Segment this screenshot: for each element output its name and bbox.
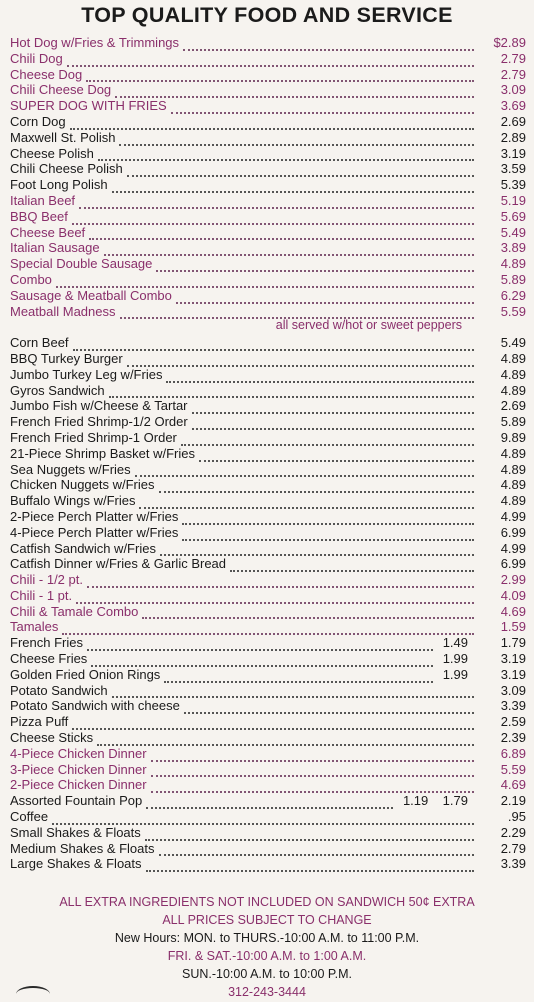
menu-item-name: Large Shakes & Floats [10, 856, 142, 872]
menu-item-name: Chili - 1 pt. [10, 587, 73, 603]
dot-leader [192, 401, 475, 414]
menu-item [10, 130, 526, 146]
dot-leader [192, 417, 474, 430]
menu-item-price: .95 [507, 809, 526, 825]
menu-item [10, 82, 526, 98]
menu-item-name: Chili Cheese Polish [10, 161, 123, 177]
menu-item [10, 762, 526, 778]
menu-footer [0, 893, 534, 1001]
menu-item-price: 4.69 [500, 777, 526, 793]
menu-item [10, 430, 526, 446]
menu-item [10, 462, 526, 478]
menu-item-price: 6.99 [500, 524, 526, 540]
menu-item-name: 3-Piece Chicken Dinner [10, 761, 147, 777]
dot-leader [112, 685, 474, 698]
dot-leader [76, 591, 474, 604]
menu-item-price: 1.59 [500, 619, 526, 635]
menu-item-name: Cheese Polish [10, 145, 94, 161]
menu-item-name: Golden Fried Onion Rings [10, 666, 161, 682]
menu-item-name: SUPER DOG WITH FRIES [10, 98, 167, 114]
menu-item-name: Italian Sausage [10, 240, 100, 256]
menu-item-name: Maxwell St. Polish [10, 129, 116, 145]
menu-item-name: Catfish Sandwich w/Fries [10, 540, 156, 556]
menu-item-name: Cheese Fries [10, 651, 88, 667]
dot-leader [86, 69, 474, 82]
menu-item-name: Gyros Sandwich [10, 382, 105, 398]
menu-item [10, 288, 526, 304]
menu-item [10, 256, 526, 272]
dot-leader [72, 717, 474, 730]
dot-leader [145, 828, 474, 841]
menu-item [10, 793, 526, 809]
menu-item-price: $2.89 [493, 35, 526, 50]
menu-item-name: Cheese Sticks [10, 730, 94, 746]
menu-item-name: Italian Beef [10, 192, 76, 208]
menu-item-name: French Fried Shrimp-1/2 Order [10, 414, 188, 430]
menu-item-name: Potato Sandwich [10, 682, 108, 698]
menu-item [10, 383, 526, 399]
menu-item [10, 604, 526, 620]
menu-item-price: 5.19 [500, 192, 526, 208]
menu-item-name: Pizza Puff [10, 714, 69, 730]
menu-item [10, 335, 526, 351]
menu-item-name: Sea Nuggets w/Fries [10, 461, 131, 477]
menu-item [10, 240, 526, 256]
menu-item-price: 4.09 [500, 587, 526, 603]
dot-leader [230, 559, 474, 572]
menu-item [10, 509, 526, 525]
menu-item [10, 272, 526, 288]
menu-item-name: Foot Long Polish [10, 177, 108, 193]
menu-item [10, 841, 526, 857]
menu-item-price: 2.79 [500, 840, 526, 856]
menu-item [10, 714, 526, 730]
dot-leader [98, 148, 474, 161]
menu-item-price: 4.89 [500, 461, 526, 477]
menu-list [10, 35, 526, 872]
menu-item [10, 35, 526, 51]
menu-item-price: 4.89 [500, 477, 526, 493]
menu-item-name: Chili & Tamale Combo [10, 603, 139, 619]
menu-item [10, 635, 526, 651]
menu-item [10, 161, 526, 177]
dot-leader [151, 764, 474, 777]
menu-item [10, 114, 526, 130]
menu-item [10, 177, 526, 193]
menu-item [10, 351, 526, 367]
menu-item [10, 651, 526, 667]
menu-item [10, 541, 526, 557]
price-change-note: ALL PRICES SUBJECT TO CHANGE [162, 913, 372, 927]
dot-leader [181, 433, 474, 446]
menu-item-price: 5.39 [500, 177, 526, 193]
menu-item-price: 5.49 [500, 224, 526, 240]
menu-item-name: French Fried Shrimp-1 Order [10, 429, 177, 445]
menu-item [10, 367, 526, 383]
menu-item [10, 146, 526, 162]
menu-item-price: 6.89 [500, 745, 526, 761]
menu-item-small-price: 1.49 [442, 635, 468, 651]
menu-item-name: 4-Piece Perch Platter w/Fries [10, 524, 179, 540]
menu-item-price: 2.59 [500, 714, 526, 730]
menu-item-name: Potato Sandwich with cheese [10, 698, 180, 714]
dot-leader [164, 670, 432, 683]
menu-item-price: 3.39 [500, 698, 526, 714]
menu-item [10, 225, 526, 241]
dot-leader [182, 528, 474, 541]
menu-item [10, 525, 526, 541]
menu-item-name: Jumbo Turkey Leg w/Fries [10, 366, 163, 382]
menu-item-name: Tamales [10, 619, 59, 635]
menu-item-price: 2.69 [500, 398, 526, 414]
menu-item-price: 4.89 [500, 366, 526, 382]
menu-item-name: Meatball Madness [10, 303, 116, 319]
menu-item-price: 6.29 [500, 287, 526, 303]
menu-title: TOP QUALITY FOOD AND SERVICE [81, 3, 453, 27]
dot-leader [112, 180, 474, 193]
menu-item [10, 446, 526, 462]
menu-item-price: 3.09 [500, 82, 526, 98]
menu-item-name: Medium Shakes & Floats [10, 840, 155, 856]
hours-weekday: New Hours: MON. to THURS.-10:00 A.M. to 11:00 P.M. [114, 931, 420, 945]
menu-item-price: 4.99 [500, 540, 526, 556]
menu-item-name: BBQ Turkey Burger [10, 350, 123, 366]
menu-item-price: 4.99 [500, 508, 526, 524]
served-note: all served w/hot or sweet peppers [275, 318, 462, 333]
dot-leader [52, 812, 474, 825]
menu-item-name: Small Shakes & Floats [10, 824, 141, 840]
hours-weekend: FRI. & SAT.-10:00 A.M. to 1:00 A.M. [167, 949, 367, 963]
menu-item-name: Assorted Fountain Pop [10, 793, 143, 809]
menu-item-name: Buffalo Wings w/Fries [10, 493, 136, 509]
menu-item-name: 2-Piece Perch Platter w/Fries [10, 508, 179, 524]
menu-item-price: 2.39 [500, 730, 526, 746]
menu-group-hotdogs-sausages [10, 35, 526, 319]
dot-leader [151, 749, 474, 762]
menu-item-price: 4.89 [500, 350, 526, 366]
menu-item [10, 619, 526, 635]
dot-leader [62, 622, 474, 635]
menu-item-price: 3.69 [500, 98, 526, 114]
menu-item [10, 477, 526, 493]
dot-leader [166, 370, 474, 383]
menu-item [10, 67, 526, 83]
menu-item [10, 746, 526, 762]
dot-leader [67, 54, 474, 67]
dot-leader [139, 496, 474, 509]
hours-sunday: SUN.-10:00 A.M. to 10:00 P.M. [182, 967, 352, 981]
dot-leader [72, 212, 474, 225]
menu-item-price: 4.89 [500, 493, 526, 509]
menu-item-price: 2.79 [500, 50, 526, 66]
menu-item-price: 3.59 [500, 161, 526, 177]
menu-item-name: Hot Dog w/Fries & Trimmings [10, 35, 180, 50]
dot-leader [56, 275, 474, 288]
dot-leader [87, 575, 474, 588]
menu-item [10, 825, 526, 841]
menu-item-price: 3.89 [500, 240, 526, 256]
dot-leader [79, 196, 474, 209]
menu-item-price: 3.09 [500, 682, 526, 698]
dot-leader [184, 701, 474, 714]
menu-item-name: Corn Beef [10, 335, 69, 351]
menu-item-price: 3.19 [500, 666, 526, 682]
menu-item-small-price: 1.99 [442, 651, 468, 667]
menu-item-name: French Fries [10, 635, 83, 651]
dot-leader [135, 464, 474, 477]
menu-item-name: BBQ Beef [10, 208, 68, 224]
menu-item [10, 51, 526, 67]
dot-leader [97, 733, 474, 746]
dot-leader [87, 638, 433, 651]
menu-item-price: 4.89 [500, 382, 526, 398]
dot-leader [171, 101, 474, 114]
menu-item-name: Catfish Dinner w/Fries & Garlic Bread [10, 556, 227, 572]
menu-item-price: 2.99 [500, 572, 526, 588]
menu-item [10, 398, 526, 414]
menu-item [10, 809, 526, 825]
menu-item-small-price: 1.19 1.79 [402, 793, 468, 809]
menu-item-name: Chili - 1/2 pt. [10, 572, 83, 588]
menu-item [10, 304, 526, 320]
menu-item-price: 1.79 [500, 635, 526, 651]
menu-item-name: Special Double Sausage [10, 256, 153, 272]
menu-item-name: 21-Piece Shrimp Basket w/Fries [10, 445, 195, 461]
dot-leader [159, 843, 474, 856]
dot-leader [160, 543, 474, 556]
menu-item-name: Cheese Beef [10, 224, 86, 240]
dot-leader [176, 291, 474, 304]
dot-leader [182, 512, 474, 525]
phone-number: 312-243-3444 [228, 985, 306, 999]
menu-item-price: 3.39 [500, 856, 526, 872]
dot-leader [89, 227, 474, 240]
dot-leader [146, 859, 474, 872]
menu-item-small-price: 1.99 [442, 666, 468, 682]
menu-item-price: 4.89 [500, 256, 526, 272]
menu-item-name: 4-Piece Chicken Dinner [10, 745, 147, 761]
menu-item-name: Cheese Dog [10, 66, 83, 82]
menu-item [10, 683, 526, 699]
dot-leader [127, 164, 474, 177]
menu-item-price: 2.79 [500, 66, 526, 82]
menu-group-sandwiches-sides [10, 335, 526, 872]
menu-item-price: 2.89 [500, 129, 526, 145]
menu-item-name: Combo [10, 271, 52, 287]
menu-item-price: 2.19 [500, 793, 526, 809]
menu-item [10, 698, 526, 714]
menu-item [10, 414, 526, 430]
menu-item-name: Sausage & Meatball Combo [10, 287, 172, 303]
dot-leader [91, 654, 432, 667]
menu-item-name: 2-Piece Chicken Dinner [10, 777, 147, 793]
dot-leader [183, 38, 474, 51]
dot-leader [142, 606, 474, 619]
menu-item-price: 5.49 [500, 335, 526, 351]
dot-leader [127, 354, 474, 367]
menu-item [10, 193, 526, 209]
menu-item-price: 5.69 [500, 208, 526, 224]
dot-leader [151, 780, 474, 793]
dot-leader [119, 133, 474, 146]
menu-item-name: Chicken Nuggets w/Fries [10, 477, 155, 493]
dot-leader [109, 385, 474, 398]
menu-item [10, 209, 526, 225]
dot-leader [73, 338, 474, 351]
dot-leader [146, 796, 393, 809]
dot-leader [115, 85, 474, 98]
menu-item [10, 493, 526, 509]
menu-item-name: Corn Dog [10, 113, 66, 129]
menu-item-price: 2.29 [500, 824, 526, 840]
menu-item-name: Coffee [10, 809, 49, 825]
menu-item [10, 572, 526, 588]
menu-item-name: Jumbo Fish w/Cheese & Tartar [10, 398, 188, 414]
menu-item-name: Chili Cheese Dog [10, 82, 112, 98]
menu-item [10, 777, 526, 793]
dot-leader [199, 449, 474, 462]
menu-item [10, 556, 526, 572]
menu-item-price: 3.19 [500, 145, 526, 161]
dot-leader [104, 243, 474, 256]
menu-item-price: 3.19 [500, 651, 526, 667]
menu-item [10, 856, 526, 872]
menu-item-price: 6.99 [500, 556, 526, 572]
menu-item [10, 730, 526, 746]
menu-item [10, 667, 526, 683]
menu-item-name: Chili Dog [10, 50, 63, 66]
menu-item-price: 5.89 [500, 414, 526, 430]
menu-item-price: 2.69 [500, 113, 526, 129]
extra-ingredients-note: ALL EXTRA INGREDIENTS NOT INCLUDED ON SANDWICH 50¢ EXTRA [59, 895, 475, 909]
dot-leader [70, 117, 474, 130]
menu-item-price: 9.89 [500, 429, 526, 445]
dot-leader [156, 259, 474, 272]
menu-item-price: 5.59 [500, 761, 526, 777]
menu-item [10, 98, 526, 114]
dot-leader [159, 480, 475, 493]
menu-item [10, 588, 526, 604]
menu-item-price: 5.89 [500, 271, 526, 287]
menu-item-price: 5.59 [500, 303, 526, 319]
menu-item-price: 4.89 [500, 445, 526, 461]
menu-item-price: 4.69 [500, 603, 526, 619]
